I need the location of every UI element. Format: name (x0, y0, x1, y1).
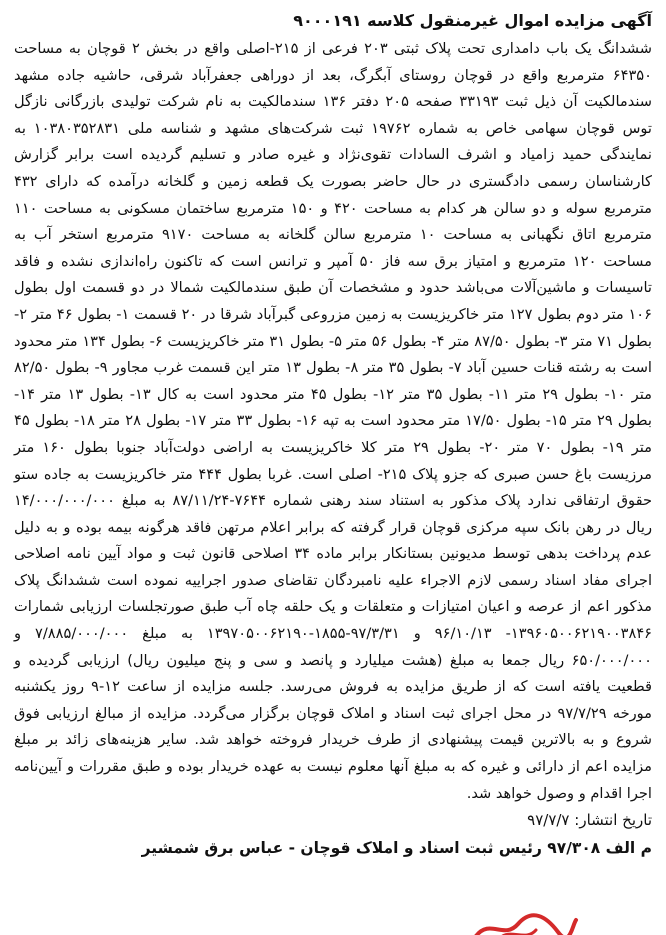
notice-body: ششدانگ یک باب دامداری تحت پلاک ثبتی ۲۰۳ فرعی از ۲۱۵-اصلی واقع در بخش ۲ قوچان به مساحت ۶۴۳۵۰ مترمربع واقع در قوچان روستای آبگرگ، بعد از دوراهی جعفرآباد شرقی، حاشیه جاده مشهد سندمالکیت آن ذیل ثبت ۳۳۱۹۳ صفحه ۲۰۵ دفتر ۱۳۶ سندمالکیت به نام شرکت تولیدی بازرگانی نازگل توس قوچان سهامی خاص به شماره ۱۹۷۶۲ ثبت شرکت‌های مشهد و شناسه ملی ۱۰۳۸۰۳۵۲۸۳۱ به نمایندگی حمید زامیاد و اشرف السادات تقوی‌نژاد و غیره صادر و تسلیم گردیده است برابر گزارش کارشناسان رسمی دادگستری در حال حاضر بصورت یک قطعه زمین و گلخانه درآمده که دارای ۴۳۲ مترمربع سوله و دو سالن هر کدام به مساحت ۴۲۰ و ۱۵۰ مترمربع ساختمان مسکونی به مساحت ۱۱۰ مترمربع اتاق نگهبانی به مساحت ۱۰ مترمربع سالن گلخانه به مساحت ۹۱۷۰ مترمربع استخر آب به مساحت ۱۲۰ مترمربع و امتیاز برق سه فاز ۵۰ آمپر و ترانس است که تاکنون راه‌اندازی نشده و فاقد تاسیسات و ماشین‌آلات می‌باشد حدود و مشخصات آن طبق سندمالکیت شمالا در دو قسمت اول بطول ۱۰۶ متر دوم بطول ۱۲۷ متر خاکریزیست به زمین مزروعی گبرآباد شرقا در ۲۰ قسمت ۱- بطول ۴۶ متر ۲- بطول ۷۱ متر ۳- بطول ۸۷/۵۰ متر ۴- بطول ۵۶ متر ۵- بطول ۳۱ متر خاکریزیست ۶- بطول ۱۳۴ متر محدود است به رشته قنات حسین آباد ۷- بطول ۳۵ متر ۸- بطول ۱۳ متر این قسمت غرب مجاور ۹- بطول ۸۲/۵۰ متر ۱۰- بطول ۲۹ متر ۱۱- بطول ۳۵ متر ۱۲- بطول ۴۵ متر محدود است به کال ۱۳- بطول ۱۳ متر ۱۴- بطول ۲۹ متر ۱۵- بطول ۱۷/۵۰ متر محدود است به تپه ۱۶- بطول ۳۳ متر ۱۷- بطول ۲۸ متر ۱۸- بطول ۴۵ متر ۱۹- بطول ۷۰ متر ۲۰- بطول ۲۹ متر کلا خاکریزیست به اراضی دولت‌آباد جنوبا بطول ۱۶۰ متر مرزیست باغ حسن صبری که جزو پلاک ۲۱۵- اصلی است. غربا بطول ۴۴۴ متر خاکریزیست به جاده ستو حقوق ارتفاقی ندارد پلاک مذکور به استناد سند رهنی شماره ۷۶۴۴-۸۷/۱۱/۲۴ به مبلغ ۱۴/۰۰۰/۰۰۰/۰۰۰ ریال در رهن بانک سپه مرکزی قوچان قرار گرفته که برابر اعلام مرتهن فاقد هرگونه بیمه بوده و به دلیل عدم پرداخت بدهی توسط مدیونین بستانکار برابر ماده ۳۴ اصلاحی قانون ثبت و مواد آیین نامه اصلاحی اجرای مفاد اسناد رسمی لازم الاجراء علیه نامبردگان تقاضای صدور اجراییه نموده است ششدانگ پلاک مذکور اعم از عرصه و اعیان امتیازات و متعلقات و یک حلقه چاه آب طبق صورتجلسات ارزیابی شمارات ۱۳۹۶۰۵۰۰۶۲۱۹۰۰۳۸۴۶- ۹۶/۱۰/۱۳ و ۹۷/۳/۳۱-۱۸۵۵-۱۳۹۷۰۵۰۰۶۲۱۹۰ به مبلغ ۷/۸۸۵/۰۰۰/۰۰۰ و ۶۵۰/۰۰۰/۰۰۰ ریال جمعا به مبلغ (هشت میلیارد و پانصد و سی و پنج میلیون ریال) ارزیابی گردیده و قطعیت یافته است که از طریق مزایده به فروش می‌رسد. جلسه مزایده از ساعت ۱۲-۹ روز یکشنبه مورخه ۹۷/۷/۲۹ در محل اجرای ثبت اسناد و املاک قوچان برگزار می‌گردد. مزایده از مبالغ ارزیابی فوق شروع و به بالاترین قیمت پیشنهادی از طرف خریدار فروخته خواهد شد. سایر هزینه‌های زائد بر مبلغ مزایده اعم از دارائی و غیره که به مبلغ آنها معلوم نیست به عهده خریدار بوده و طبق مقررات و آیین‌نامه اجرا اقدام و وصول خواهد شد. (14, 40, 653, 802)
publish-date: تاریخ انتشار: ۹۷/۷/۷ (527, 811, 652, 830)
stamp-stroke (476, 915, 576, 935)
notice-footer-signature: م الف ۹۷/۳۰۸ رئیس ثبت اسناد و املاک قوچان - عباس برق شمشیر (141, 839, 652, 858)
red-stamp-mark (470, 912, 580, 935)
notice-title: آگهی مزایده اموال غیرمنقول کلاسه ۹۰۰۰۱۹۱ (293, 11, 652, 30)
